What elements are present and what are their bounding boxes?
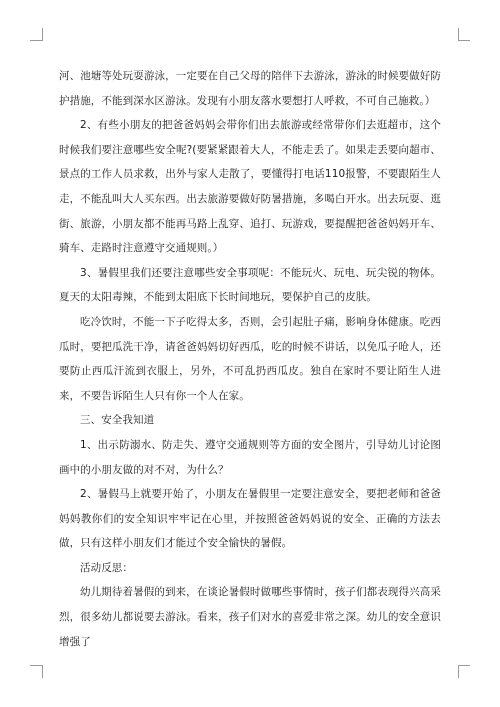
section-heading: 三、安全我知道 — [80, 414, 155, 427]
document-body — [59, 64, 441, 654]
paragraph: 3、暑假里我们还要注意哪些安全事项呢：不能玩火、玩电、玩尖锐的物体。夏天的太阳毒辣，不能到太阳底下长时间地玩，要保护自己的皮肤。 — [59, 266, 441, 304]
crop-mark-bottom-left-v — [42, 665, 43, 678]
crop-mark-top-left-h — [30, 40, 42, 41]
section-heading: 活动反思： — [80, 561, 133, 574]
paragraph: 2、暑假马上就要开始了，小朋友在暑假里一定要注意安全，要把老师和爸爸妈妈教你们的安全知识牢牢记在心里，并按照爸爸妈妈说的安全、正确的方法去做，只有这样小朋友们才能过个安全愉快的暑假。 — [59, 488, 441, 550]
paragraph: 幼儿期待着暑假的到来，在谈论暑假时做哪些事情时，孩子们都表现得兴高采烈，很多幼儿都说要去游泳。看来，孩子们对水的喜爱非常之深。幼儿的安全意识增强了 — [59, 586, 441, 648]
crop-mark-bottom-left-h — [30, 665, 42, 666]
paragraph: 吃冷饮时，不能一下子吃得太多，否则，会引起肚子痛，影响身体健康。吃西瓜时，要把瓜洗干净，请爸爸妈妈切好西瓜，吃的时候不讲话，以免瓜子呛人，还要防止西瓜汗流到衣服上，另外，不可乱扔西瓜皮。独自在家时不要让陌生人进来，不要告诉陌生人只有你一个人在家。 — [59, 315, 441, 402]
paragraph: 河、池塘等处玩耍游泳，一定要在自己父母的陪伴下去游泳，游泳的时候要做好防护措施，不能到深水区游泳。发现有小朋友落水要想打人呼救，不可自己施救。） — [59, 70, 441, 107]
crop-mark-top-right-v — [458, 28, 459, 41]
crop-mark-bottom-right-v — [458, 665, 459, 678]
paragraph: 1、出示防溺水、防走失、遵守交通规则等方面的安全图片，引导幼儿讨论图画中的小朋友做的对不对，为什么？ — [59, 438, 441, 476]
paragraph: 2、有些小朋友的把爸爸妈妈会带你们出去旅游或经常带你们去逛超市，这个时候我们要注意哪些安全呢?(要紧紧跟着大人，不能走丢了。如果走丢要向超市、景点的工作人员求救，出外与家人走散了，要懂得打电话110报警，不要跟陌生人走，不能乱叫大人买东西。出去旅游要做好防暑措施，多喝白开水。出去玩耍、逛街、旅游，小朋友都不能再马路上乱穿、追打、玩游戏，要提醒把爸爸妈妈开车、骑车、走路时注意遵守交通规则。） — [59, 119, 441, 255]
crop-mark-top-right-h — [458, 40, 470, 41]
crop-mark-bottom-right-h — [458, 665, 470, 666]
crop-mark-top-left-v — [42, 28, 43, 41]
